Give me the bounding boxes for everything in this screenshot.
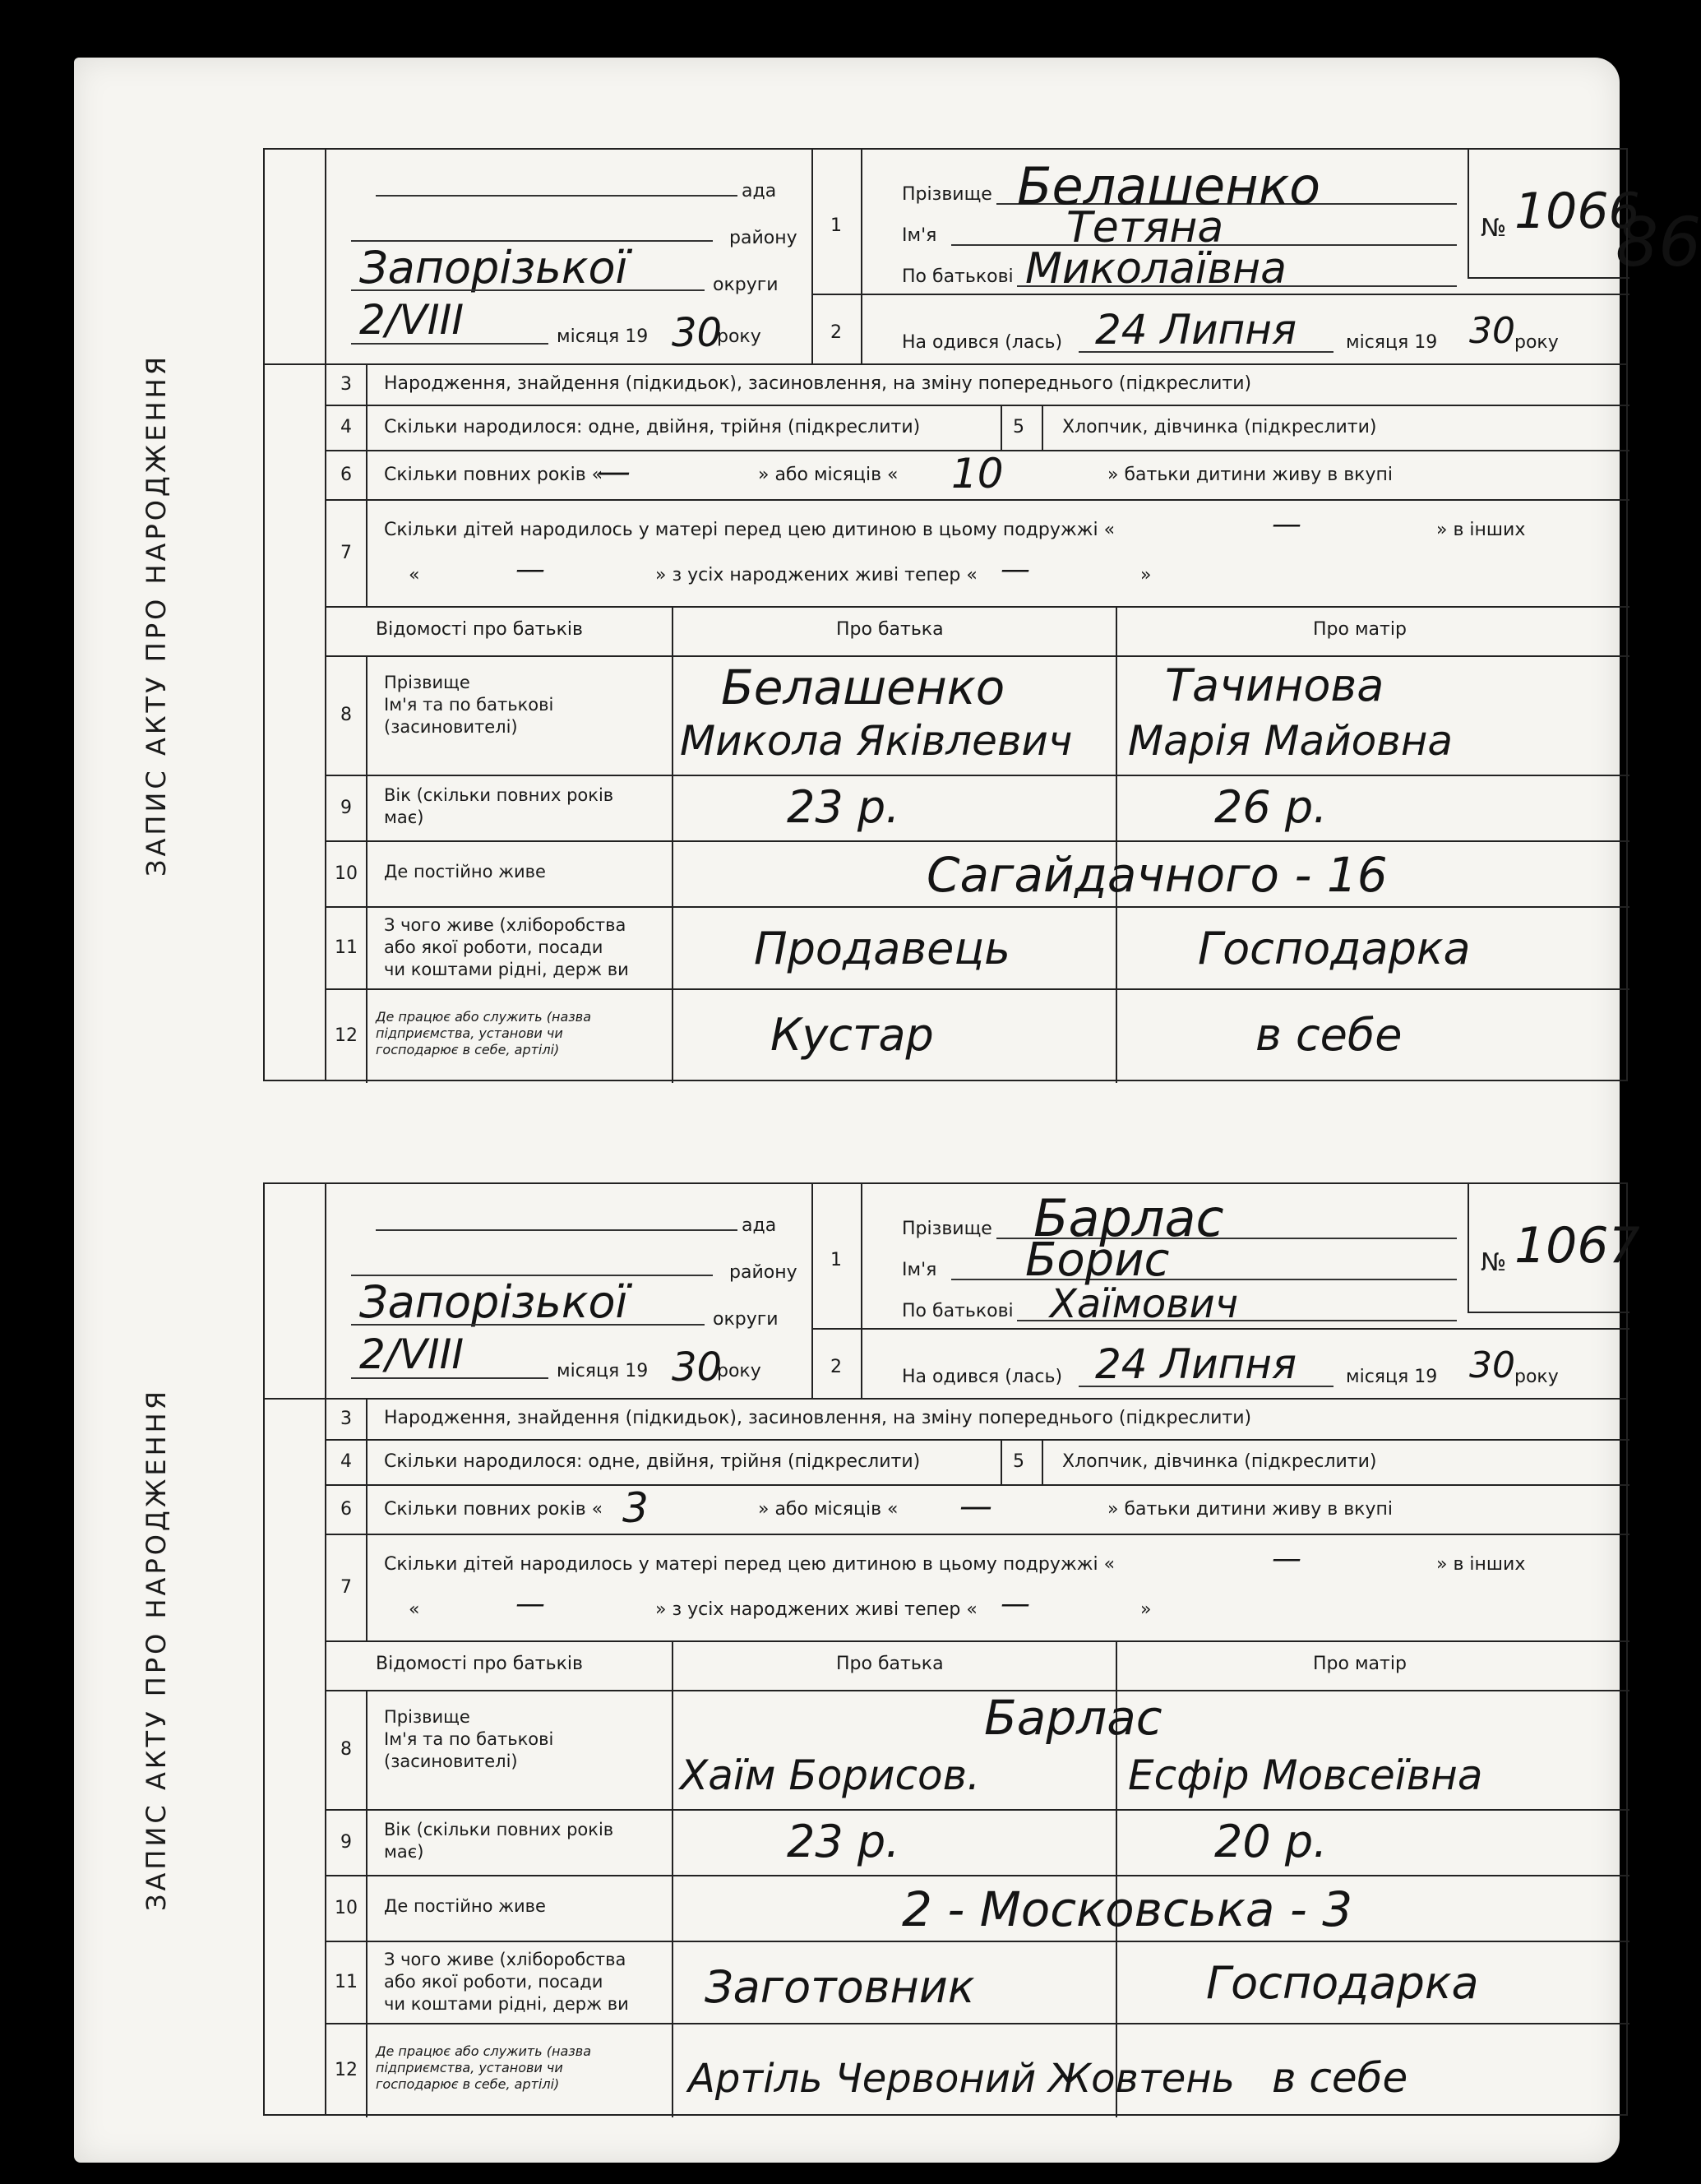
okruha-value: Запорізької <box>359 1276 628 1328</box>
registry-office-block: ада району Запорізької округи 2/VIII місяця 19 30 року <box>326 1184 813 1398</box>
registry-office-block: ада району Запорізької округи 2/VIII місяця 19 30 року <box>326 150 813 363</box>
child-patronymic: Хаїмович <box>1050 1281 1239 1327</box>
child-block: Прізвище Белашенко Ім'я Тетяна По батькові Миколаївна На одився (лась) 24 Липня місяця 19 30 року № 1066 <box>861 150 1629 363</box>
child-surname: Белашенко <box>1017 156 1321 216</box>
record-header: ада району Запорізької округи 2/VIII місяця 19 30 року 1 2 Прізвище Белашенко Ім'я Тетяна По батькові Миколаївна На одився (лась) 24 Липня місяця 19 30 року № 1066 <box>265 150 1626 365</box>
mother-name: Есфір Мовсеївна <box>1128 1751 1483 1799</box>
birth-year: 30 <box>1469 310 1515 352</box>
father-name: Хаїм Борисов. <box>680 1751 980 1799</box>
row-6: 6 Скільки повних років « — » або місяців « 10 » батьки дитини живу в вкупі <box>326 450 1629 501</box>
parents-table: Відомості про батьків Про батька Про матір 8 Прізвище Ім'я та по батькові (засиновителі) Барлас Хаїм Борисов. Есфір Мовсеївна 9 Вік (скільки повних років має) 23 р. 20 р. 10 Де постійно живе 2 - Московська - 3 11 З чого живе (хліборобства або якої роботи, посади чи коштами рідні, держ ви Заготовник Господарка 12 Де працює або служить (назва підприємства, установи чи господарює в себе, артілі) Артіль Червоний Жовтень в себе <box>326 1640 1629 2117</box>
registration-day: 2/VIII <box>359 296 465 344</box>
row-3: 3 Народження, знайдення (підкидьок), засиновлення, на зміну попереднього (підкреслити) <box>326 363 1629 406</box>
father-age: 23 р. <box>787 781 900 833</box>
mother-age: 26 р. <box>1214 781 1328 833</box>
father-name: Микола Яківлевич <box>680 717 1073 765</box>
side-title: ЗАПИС АКТУ ПРО НАРОДЖЕННЯ <box>141 1387 173 1911</box>
record-form <box>263 148 1640 1081</box>
row-7: 7 Скільки дітей народилось у матері перед цею дитиною в цьому подружжі « — » в інших « — » з усіх народжених живі тепер « — » <box>326 499 1629 608</box>
child-name: Тетяна <box>1066 203 1224 252</box>
child-block: Прізвище Барлас Ім'я Борис По батькові Хаїмович На одився (лась) 24 Липня місяця 19 30 року № 1067 <box>861 1184 1629 1398</box>
row-4-5: 4 Скільки народилося: одне, двійня, трійня (підкреслити) 5 Хлопчик, дівчинка (підкреслити) <box>326 405 1629 451</box>
mother-occupation: Господарка <box>1198 923 1471 974</box>
row-7: 7 Скільки дітей народилось у матері перед цею дитиною в цьому подружжі « — » в інших « — » з усіх народжених живі тепер « — » <box>326 1534 1629 1642</box>
father-workplace: Артіль Червоний Жовтень <box>688 2056 1235 2102</box>
row-3: 3 Народження, знайдення (підкидьок), засиновлення, на зміну попереднього (підкреслити) <box>326 1398 1629 1441</box>
row-6: 6 Скільки повних років « 3 » або місяців « — » батьки дитини живу в вкупі <box>326 1484 1629 1535</box>
birth-record-2 <box>141 1182 1640 2116</box>
mother-surname: Тачинова <box>1165 659 1384 711</box>
registration-year: 30 <box>672 310 723 356</box>
mother-age: 20 р. <box>1214 1816 1328 1867</box>
record-form <box>263 1182 1640 2116</box>
birth-year: 30 <box>1469 1344 1515 1386</box>
father-occupation: Продавець <box>754 923 1010 974</box>
child-name: Борис <box>1025 1233 1170 1287</box>
child-surname: Барлас <box>1033 1188 1224 1248</box>
mother-name: Марія Майовна <box>1128 717 1454 765</box>
record-number: 1066 <box>1514 183 1640 240</box>
father-occupation: Заготовник <box>705 1961 975 2013</box>
residence: 2 - Московська - 3 <box>902 1881 1353 1937</box>
registration-day: 2/VIII <box>359 1330 465 1378</box>
father-surname: Белашенко <box>721 659 1005 715</box>
years-together: 3 <box>622 1484 649 1532</box>
parents-table: Відомості про батьків Про батька Про матір 8 Прізвище Ім'я та по батькові (засиновителі) Белашенко Микола Яківлевич Тачинова Марія Майовна 9 Вік (скільки повних років має) 23 р. 26 р. 10 Де постійно живе Сагайдачного - 16 11 З чого живе (хліборобства або якої роботи, посади чи коштами рідні, держ ви Продавець Господарка 12 Де працює або служить (назва підприємства, установи чи господарює в себе, артілі) Кустар в себе <box>326 606 1629 1083</box>
mother-occupation: Господарка <box>1206 1957 1479 2009</box>
mother-workplace: в себе <box>1255 1009 1403 1061</box>
record-number: 1067 <box>1514 1217 1640 1275</box>
father-age: 23 р. <box>787 1816 900 1867</box>
side-title: ЗАПИС АКТУ ПРО НАРОДЖЕННЯ <box>141 353 173 877</box>
record-number-box: № 1066 <box>1468 150 1629 279</box>
months-together: 10 <box>951 450 1004 497</box>
document-page <box>74 58 1701 2163</box>
registration-year: 30 <box>672 1344 723 1390</box>
birth-record-1 <box>141 148 1640 1081</box>
folio-number: 86 <box>1615 204 1701 282</box>
child-patronymic: Миколаївна <box>1025 244 1287 294</box>
birth-date: 24 Липня <box>1095 306 1297 354</box>
row-4-5: 4 Скільки народилося: одне, двійня, трійня (підкреслити) 5 Хлопчик, дівчинка (підкреслити) <box>326 1439 1629 1486</box>
father-workplace: Кустар <box>770 1009 934 1061</box>
mother-workplace: в себе <box>1272 2054 1408 2102</box>
record-header: ада району Запорізької округи 2/VIII місяця 19 30 року 1 2 Прізвище Барлас Ім'я Борис По батькові Хаїмович На одився (лась) 24 Липня місяця 19 30 року № 1067 <box>265 1184 1626 1400</box>
record-number-box: № 1067 <box>1468 1184 1629 1313</box>
residence: Сагайдачного - 16 <box>927 847 1388 903</box>
okruha-value: Запорізької <box>359 242 628 294</box>
father-surname: Барлас <box>984 1690 1163 1746</box>
birth-date: 24 Липня <box>1095 1340 1297 1388</box>
